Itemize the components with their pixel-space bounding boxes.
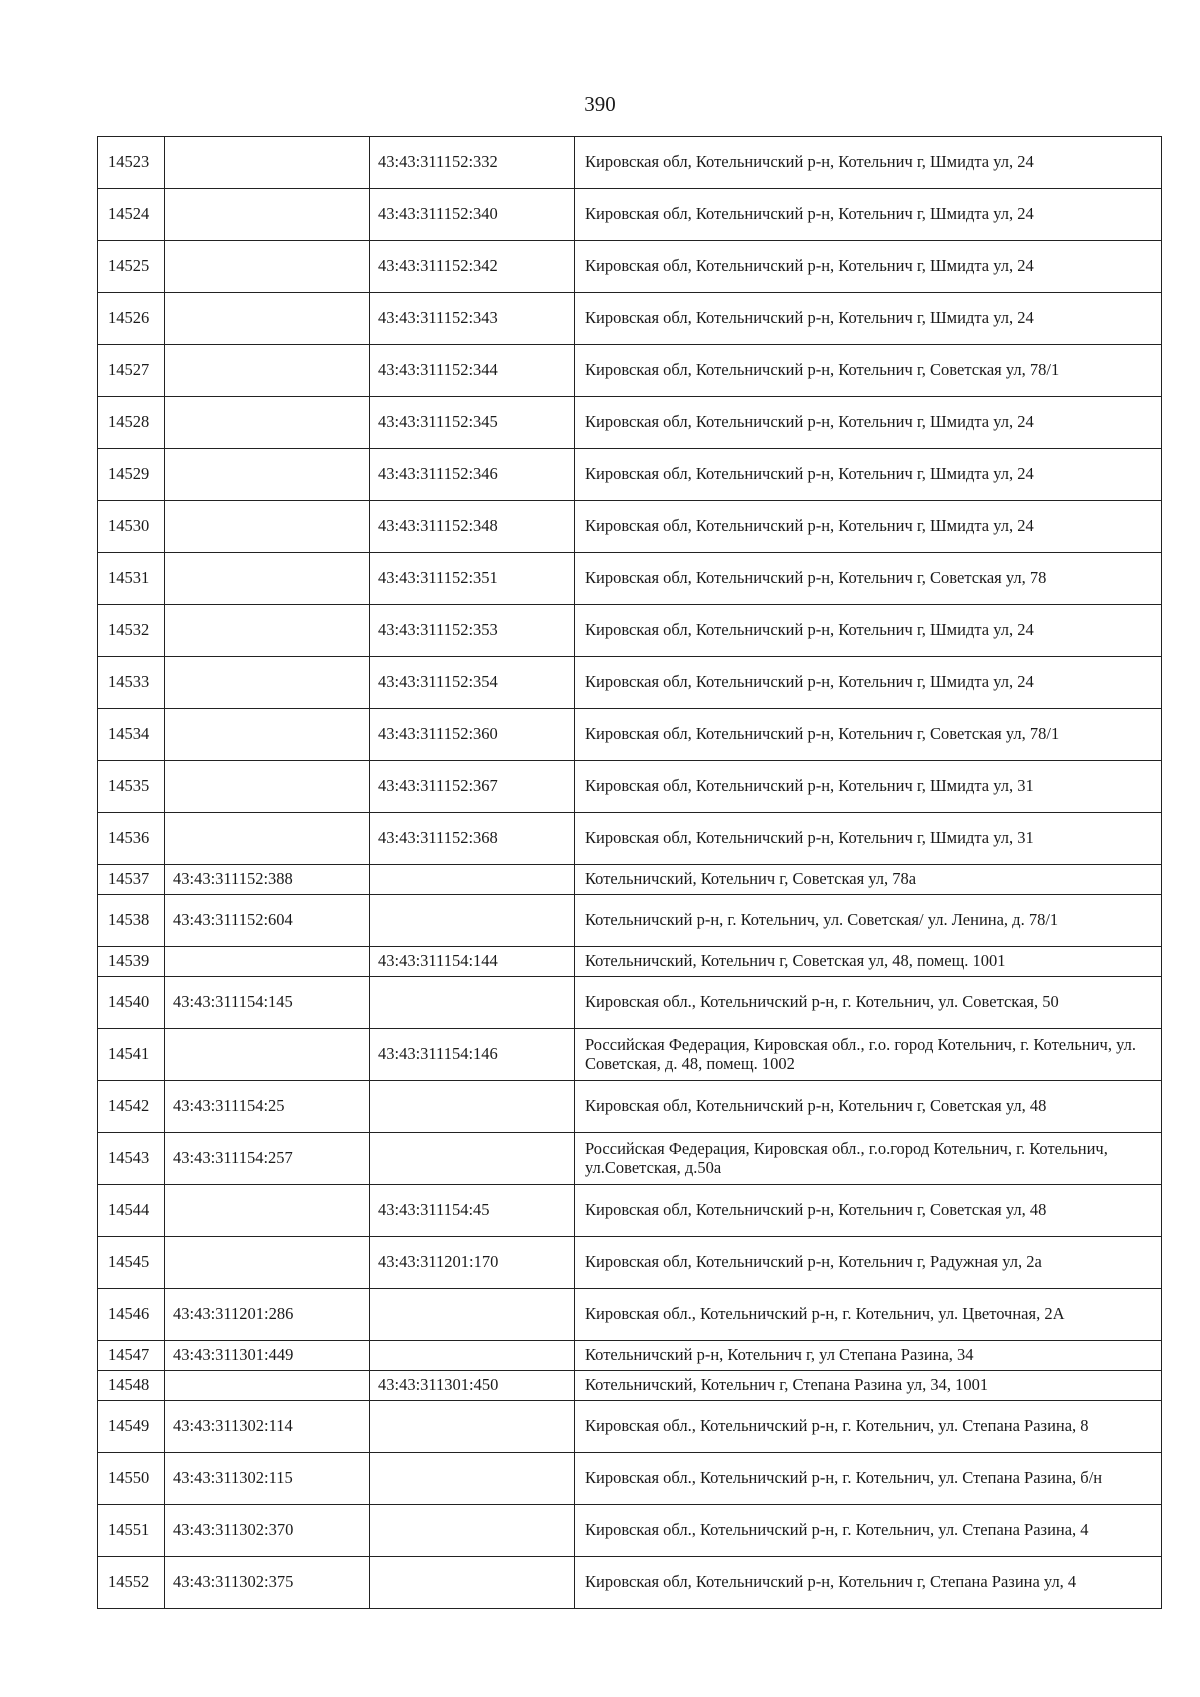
table-row: [98, 189, 1162, 241]
page-number: 390: [584, 92, 616, 116]
cadastral-number-secondary: [370, 1453, 575, 1505]
cadastral-number-primary: [165, 501, 370, 553]
table-row: [98, 1133, 1162, 1185]
row-number: 14524: [98, 189, 165, 241]
address-cell: Котельничский, Котельнич г, Советская ул, 48, помещ. 1001: [575, 947, 1162, 977]
cadastral-number-secondary: 43:43:311154:146: [370, 1029, 575, 1081]
table-row: [98, 137, 1162, 189]
row-number: 14536: [98, 813, 165, 865]
cadastral-number-secondary: 43:43:311152:346: [370, 449, 575, 501]
table-row: [98, 293, 1162, 345]
cadastral-number-secondary: [370, 895, 575, 947]
address-cell: Кировская обл., Котельничский р-н, г. Котельнич, ул. Цветочная, 2А: [575, 1289, 1162, 1341]
address-cell: Кировская обл, Котельничский р-н, Котельнич г, Советская ул, 78/1: [575, 345, 1162, 397]
cadastral-number-primary: [165, 947, 370, 977]
row-number: 14544: [98, 1185, 165, 1237]
cadastral-number-primary: 43:43:311154:145: [165, 977, 370, 1029]
cadastral-number-primary: [165, 1185, 370, 1237]
table-row: [98, 501, 1162, 553]
cadastral-number-primary: [165, 709, 370, 761]
row-number: 14541: [98, 1029, 165, 1081]
row-number: 14542: [98, 1081, 165, 1133]
address-cell: Кировская обл, Котельничский р-н, Котельнич г, Шмидта ул, 24: [575, 241, 1162, 293]
table-row: [98, 1289, 1162, 1341]
cadastral-number-primary: [165, 761, 370, 813]
cadastral-number-secondary: 43:43:311152:367: [370, 761, 575, 813]
row-number: 14537: [98, 865, 165, 895]
address-cell: Кировская обл, Котельничский р-н, Котельнич г, Шмидта ул, 31: [575, 761, 1162, 813]
cadastral-number-primary: [165, 293, 370, 345]
registry-table: [97, 136, 1162, 1609]
cadastral-number-secondary: [370, 1505, 575, 1557]
table-row: [98, 865, 1162, 895]
row-number: 14548: [98, 1371, 165, 1401]
row-number: 14546: [98, 1289, 165, 1341]
address-cell: Котельничский р-н, г. Котельнич, ул. Советская/ ул. Ленина, д. 78/1: [575, 895, 1162, 947]
row-number: 14530: [98, 501, 165, 553]
row-number: 14533: [98, 657, 165, 709]
cadastral-number-secondary: 43:43:311152:353: [370, 605, 575, 657]
cadastral-number-secondary: [370, 1133, 575, 1185]
cadastral-number-secondary: 43:43:311152:348: [370, 501, 575, 553]
cadastral-number-secondary: [370, 1289, 575, 1341]
cadastral-number-secondary: 43:43:311152:342: [370, 241, 575, 293]
table-row: [98, 449, 1162, 501]
row-number: 14550: [98, 1453, 165, 1505]
address-cell: Российская Федерация, Кировская обл., г.о. город Котельнич, г. Котельнич, ул. Советская, д. 48, помещ. 1002: [575, 1029, 1162, 1081]
cadastral-number-secondary: 43:43:311154:45: [370, 1185, 575, 1237]
cadastral-number-primary: [165, 137, 370, 189]
table-row: [98, 1341, 1162, 1371]
row-number: 14549: [98, 1401, 165, 1453]
address-cell: Кировская обл, Котельничский р-н, Котельнич г, Шмидта ул, 24: [575, 137, 1162, 189]
cadastral-number-primary: 43:43:311302:370: [165, 1505, 370, 1557]
table-row: [98, 553, 1162, 605]
table-row: [98, 1453, 1162, 1505]
cadastral-number-primary: [165, 1371, 370, 1401]
address-cell: Кировская обл, Котельничский р-н, Котельнич г, Шмидта ул, 24: [575, 293, 1162, 345]
row-number: 14523: [98, 137, 165, 189]
cadastral-number-secondary: 43:43:311154:144: [370, 947, 575, 977]
cadastral-number-primary: [165, 813, 370, 865]
cadastral-number-secondary: 43:43:311152:340: [370, 189, 575, 241]
table-row: [98, 605, 1162, 657]
address-cell: Кировская обл, Котельничский р-н, Котельнич г, Степана Разина ул, 4: [575, 1557, 1162, 1609]
cadastral-number-primary: [165, 397, 370, 449]
cadastral-number-primary: [165, 605, 370, 657]
cadastral-number-primary: 43:43:311302:115: [165, 1453, 370, 1505]
address-cell: Кировская обл, Котельничский р-н, Котельнич г, Шмидта ул, 31: [575, 813, 1162, 865]
row-number: 14526: [98, 293, 165, 345]
table-row: [98, 1029, 1162, 1081]
address-cell: Кировская обл., Котельничский р-н, г. Котельнич, ул. Степана Разина, 4: [575, 1505, 1162, 1557]
address-cell: Кировская обл, Котельничский р-н, Котельнич г, Советская ул, 48: [575, 1185, 1162, 1237]
cadastral-number-secondary: [370, 1081, 575, 1133]
cadastral-number-primary: 43:43:311201:286: [165, 1289, 370, 1341]
row-number: 14547: [98, 1341, 165, 1371]
address-cell: Кировская обл., Котельничский р-н, г. Котельнич, ул. Степана Разина, б/н: [575, 1453, 1162, 1505]
address-cell: Кировская обл, Котельничский р-н, Котельнич г, Советская ул, 78: [575, 553, 1162, 605]
row-number: 14543: [98, 1133, 165, 1185]
table-row: [98, 761, 1162, 813]
row-number: 14534: [98, 709, 165, 761]
cadastral-number-secondary: 43:43:311152:351: [370, 553, 575, 605]
cadastral-number-secondary: 43:43:311152:344: [370, 345, 575, 397]
row-number: 14551: [98, 1505, 165, 1557]
cadastral-number-secondary: 43:43:311152:360: [370, 709, 575, 761]
cadastral-number-secondary: [370, 865, 575, 895]
cadastral-number-secondary: [370, 1341, 575, 1371]
cadastral-number-primary: [165, 449, 370, 501]
table-row: [98, 1557, 1162, 1609]
address-cell: Кировская обл., Котельничский р-н, г. Котельнич, ул. Советская, 50: [575, 977, 1162, 1029]
row-number: 14540: [98, 977, 165, 1029]
address-cell: Кировская обл, Котельничский р-н, Котельнич г, Шмидта ул, 24: [575, 501, 1162, 553]
address-cell: Кировская обл, Котельничский р-н, Котельнич г, Шмидта ул, 24: [575, 397, 1162, 449]
row-number: 14531: [98, 553, 165, 605]
address-cell: Российская Федерация, Кировская обл., г.о.город Котельнич, г. Котельнич, ул.Советская, д.50а: [575, 1133, 1162, 1185]
table-row: [98, 1371, 1162, 1401]
table-row: [98, 813, 1162, 865]
address-cell: Кировская обл, Котельничский р-н, Котельнич г, Советская ул, 78/1: [575, 709, 1162, 761]
address-cell: Котельничский, Котельнич г, Степана Разина ул, 34, 1001: [575, 1371, 1162, 1401]
table-row: [98, 345, 1162, 397]
cadastral-number-secondary: 43:43:311201:170: [370, 1237, 575, 1289]
cadastral-number-primary: [165, 1029, 370, 1081]
address-cell: Кировская обл, Котельничский р-н, Котельнич г, Шмидта ул, 24: [575, 605, 1162, 657]
cadastral-number-primary: [165, 1237, 370, 1289]
row-number: 14552: [98, 1557, 165, 1609]
cadastral-number-secondary: 43:43:311152:354: [370, 657, 575, 709]
row-number: 14535: [98, 761, 165, 813]
address-cell: Кировская обл, Котельничский р-н, Котельнич г, Радужная ул, 2а: [575, 1237, 1162, 1289]
cadastral-number-secondary: 43:43:311152:332: [370, 137, 575, 189]
cadastral-number-secondary: [370, 1401, 575, 1453]
cadastral-number-primary: [165, 553, 370, 605]
table-row: [98, 1237, 1162, 1289]
table-row: [98, 947, 1162, 977]
cadastral-number-primary: 43:43:311301:449: [165, 1341, 370, 1371]
table-row: [98, 657, 1162, 709]
cadastral-number-secondary: 43:43:311152:368: [370, 813, 575, 865]
cadastral-number-primary: 43:43:311154:257: [165, 1133, 370, 1185]
address-cell: Кировская обл., Котельничский р-н, г. Котельнич, ул. Степана Разина, 8: [575, 1401, 1162, 1453]
table-row: [98, 241, 1162, 293]
table-row: [98, 1401, 1162, 1453]
cadastral-number-primary: 43:43:311302:114: [165, 1401, 370, 1453]
cadastral-number-secondary: [370, 1557, 575, 1609]
cadastral-number-primary: 43:43:311154:25: [165, 1081, 370, 1133]
cadastral-number-secondary: 43:43:311301:450: [370, 1371, 575, 1401]
table-row: [98, 1185, 1162, 1237]
cadastral-number-primary: [165, 345, 370, 397]
address-cell: Кировская обл, Котельничский р-н, Котельнич г, Шмидта ул, 24: [575, 449, 1162, 501]
row-number: 14539: [98, 947, 165, 977]
cadastral-number-primary: 43:43:311152:604: [165, 895, 370, 947]
cadastral-number-secondary: 43:43:311152:343: [370, 293, 575, 345]
address-cell: Котельничский р-н, Котельнич г, ул Степана Разина, 34: [575, 1341, 1162, 1371]
table-row: [98, 1505, 1162, 1557]
cadastral-number-primary: 43:43:311302:375: [165, 1557, 370, 1609]
row-number: 14527: [98, 345, 165, 397]
table-row: [98, 895, 1162, 947]
table-row: [98, 709, 1162, 761]
row-number: 14529: [98, 449, 165, 501]
address-cell: Котельничский, Котельнич г, Советская ул, 78а: [575, 865, 1162, 895]
address-cell: Кировская обл, Котельничский р-н, Котельнич г, Шмидта ул, 24: [575, 189, 1162, 241]
row-number: 14525: [98, 241, 165, 293]
cadastral-number-primary: 43:43:311152:388: [165, 865, 370, 895]
cadastral-number-secondary: 43:43:311152:345: [370, 397, 575, 449]
address-cell: Кировская обл, Котельничский р-н, Котельнич г, Шмидта ул, 24: [575, 657, 1162, 709]
cadastral-number-primary: [165, 241, 370, 293]
cadastral-number-primary: [165, 189, 370, 241]
address-cell: Кировская обл, Котельничский р-н, Котельнич г, Советская ул, 48: [575, 1081, 1162, 1133]
row-number: 14532: [98, 605, 165, 657]
row-number: 14528: [98, 397, 165, 449]
row-number: 14545: [98, 1237, 165, 1289]
table-row: [98, 977, 1162, 1029]
table-row: [98, 1081, 1162, 1133]
registry-table-body: [98, 137, 1162, 1609]
cadastral-number-secondary: [370, 977, 575, 1029]
cadastral-number-primary: [165, 657, 370, 709]
table-row: [98, 397, 1162, 449]
row-number: 14538: [98, 895, 165, 947]
